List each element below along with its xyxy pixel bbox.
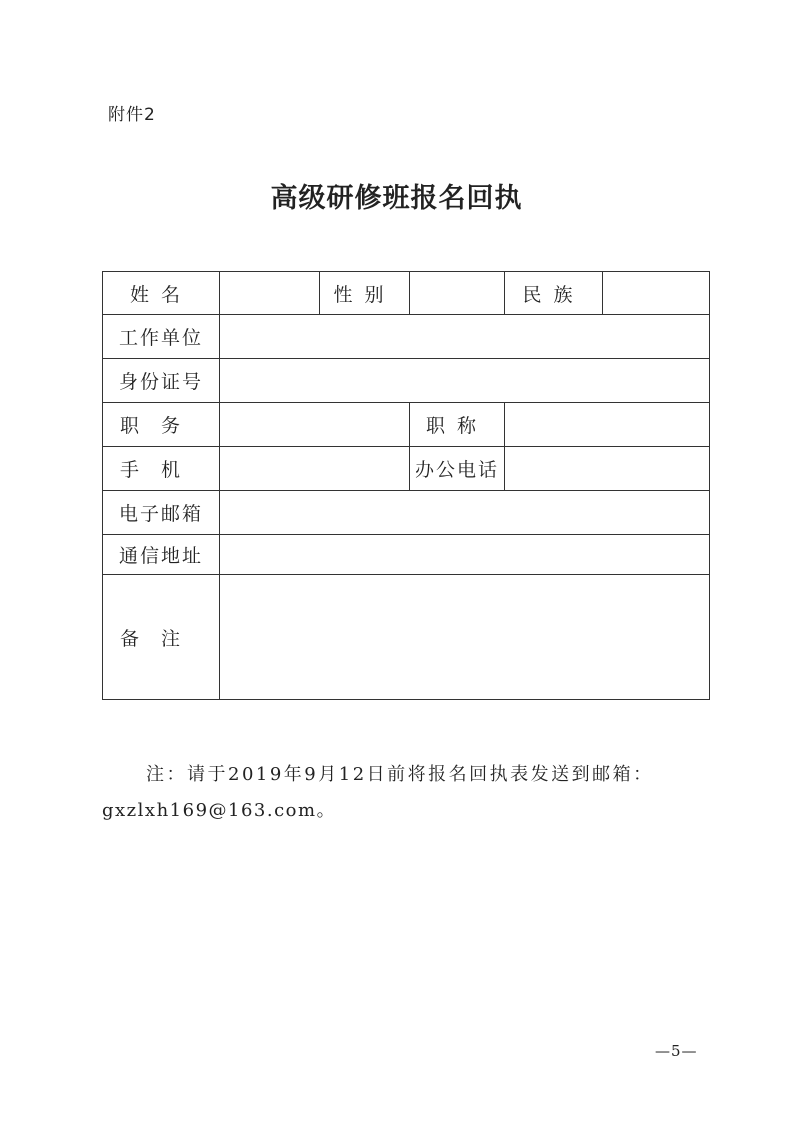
table-row	[103, 403, 710, 447]
table-row	[103, 359, 710, 403]
office-phone-label: 办公电话	[410, 447, 505, 491]
employer-field[interactable]	[220, 315, 710, 359]
name-field[interactable]	[220, 272, 320, 315]
email-label: 电子邮箱	[103, 491, 220, 535]
office-phone-field[interactable]	[505, 447, 710, 491]
id-number-field[interactable]	[220, 359, 710, 403]
table-row	[103, 272, 710, 315]
address-label: 通信地址	[103, 535, 220, 575]
remarks-field[interactable]	[220, 575, 710, 700]
email-field[interactable]	[220, 491, 710, 535]
name-label: 姓名	[103, 272, 220, 315]
address-field[interactable]	[220, 535, 710, 575]
employer-label: 工作单位	[103, 315, 220, 359]
professional-title-label: 职称	[410, 403, 505, 447]
id-number-label: 身份证号	[103, 359, 220, 403]
submission-note	[102, 757, 702, 829]
remarks-label: 备注	[103, 575, 220, 700]
page-number: —5—	[655, 1042, 698, 1060]
page-title: 高级研修班报名回执	[270, 183, 523, 214]
position-field[interactable]	[220, 403, 410, 447]
ethnicity-field[interactable]	[603, 272, 710, 315]
mobile-field[interactable]	[220, 447, 410, 491]
table-row	[103, 315, 710, 359]
gender-label: 性别	[320, 272, 410, 315]
table-row	[103, 535, 710, 575]
mobile-label: 手机	[103, 447, 220, 491]
professional-title-field[interactable]	[505, 403, 710, 447]
note-email: gxzlxh169@163.com。	[102, 800, 337, 821]
position-label: 职务	[103, 403, 220, 447]
attachment-label: 附件2	[108, 105, 156, 125]
table-row	[103, 575, 710, 700]
table-row	[103, 447, 710, 491]
note-line-1: 注：请于2019年9月12日前将报名回执表发送到邮箱：	[146, 764, 654, 785]
registration-form-table	[102, 271, 710, 700]
ethnicity-label: 民族	[505, 272, 603, 315]
gender-field[interactable]	[410, 272, 505, 315]
table-row	[103, 491, 710, 535]
